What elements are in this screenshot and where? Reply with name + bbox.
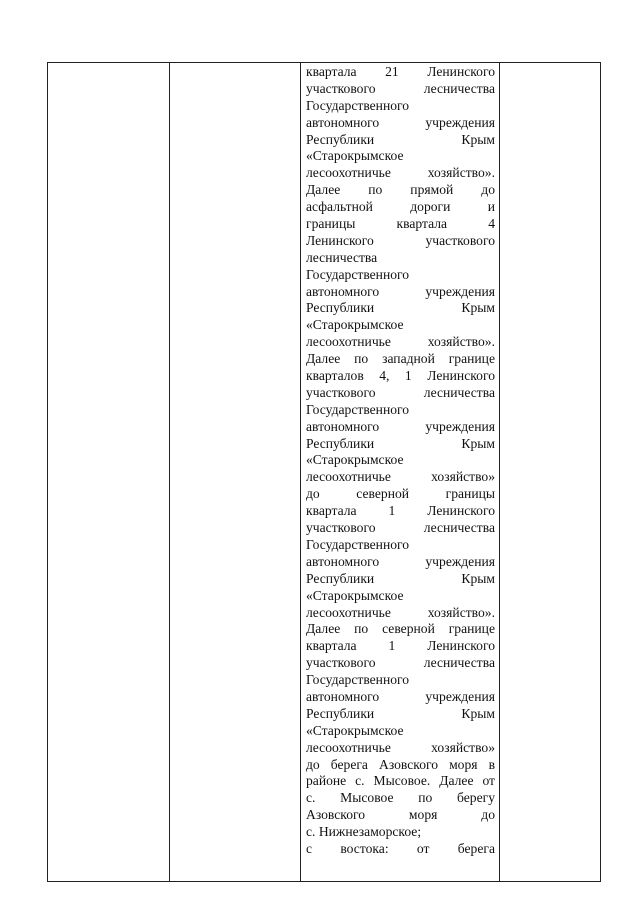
text-line: Государственного xyxy=(306,672,410,688)
text-line: лесоохотничье хозяйство». xyxy=(306,604,495,620)
text-line: асфальтной дороги и xyxy=(306,199,495,215)
text-line: квартала 1 Ленинского xyxy=(306,503,495,519)
table-cell-boundary-description xyxy=(301,63,500,882)
text-line: автономного учреждения xyxy=(306,418,495,434)
text-line: Государственного xyxy=(306,266,410,282)
text-line: Республики Крым xyxy=(306,435,495,451)
text-line: с востока: от берега xyxy=(306,840,495,856)
text-line: участкового лесничества xyxy=(306,384,495,400)
text-line: автономного учреждения xyxy=(306,114,495,130)
text-line: лесоохотничье хозяйство». xyxy=(306,334,495,350)
document-table xyxy=(47,62,601,882)
text-line: Республики Крым xyxy=(306,300,495,316)
text-line: квартала 1 Ленинского xyxy=(306,638,495,654)
text-line: с. Мысовое по берегу xyxy=(306,790,495,806)
text-line: «Старокрымское xyxy=(306,722,404,738)
text-line: Республики Крым xyxy=(306,131,495,147)
text-line: участкового лесничества xyxy=(306,520,495,536)
table-cell-empty-2 xyxy=(170,63,301,882)
text-line: Ленинского участкового xyxy=(306,232,495,248)
table-cell-empty-4 xyxy=(500,63,601,882)
text-line: «Старокрымское xyxy=(306,452,404,468)
text-line: лесоохотничье хозяйство» xyxy=(306,739,495,755)
text-line: «Старокрымское xyxy=(306,317,404,333)
text-line: кварталов 4, 1 Ленинского xyxy=(306,368,495,384)
text-line: квартала 21 Ленинского xyxy=(306,64,495,79)
boundary-description-text xyxy=(306,64,495,858)
text-line: границы квартала 4 xyxy=(306,216,495,232)
text-line: районе с. Мысовое. Далее от xyxy=(306,773,495,789)
text-line: Далее по западной границе xyxy=(306,351,495,367)
text-line: автономного учреждения xyxy=(306,283,495,299)
text-line: Азовского моря до xyxy=(306,807,495,823)
text-line: до берега Азовского моря в xyxy=(306,756,495,772)
text-line: Далее по северной границе xyxy=(306,621,495,637)
text-line: участкового лесничества xyxy=(306,80,495,96)
text-line: Республики Крым xyxy=(306,705,495,721)
text-line: лесничества xyxy=(306,249,378,265)
text-line: Государственного xyxy=(306,536,410,552)
text-line: Республики Крым xyxy=(306,570,495,586)
text-line: «Старокрымское xyxy=(306,587,404,603)
text-line: «Старокрымское xyxy=(306,148,404,164)
text-line: Государственного xyxy=(306,401,410,417)
text-line: автономного учреждения xyxy=(306,553,495,569)
text-line: лесоохотничье хозяйство» xyxy=(306,469,495,485)
text-line: автономного учреждения xyxy=(306,688,495,704)
text-line: лесоохотничье хозяйство». xyxy=(306,165,495,181)
text-line: с. Нижнезаморское; xyxy=(306,824,422,840)
text-line: участкового лесничества xyxy=(306,655,495,671)
text-line: до северной границы xyxy=(306,486,495,502)
text-line: Государственного xyxy=(306,97,410,113)
table-row xyxy=(48,63,601,882)
text-line: Далее по прямой до xyxy=(306,182,495,198)
table-cell-empty-1 xyxy=(48,63,170,882)
